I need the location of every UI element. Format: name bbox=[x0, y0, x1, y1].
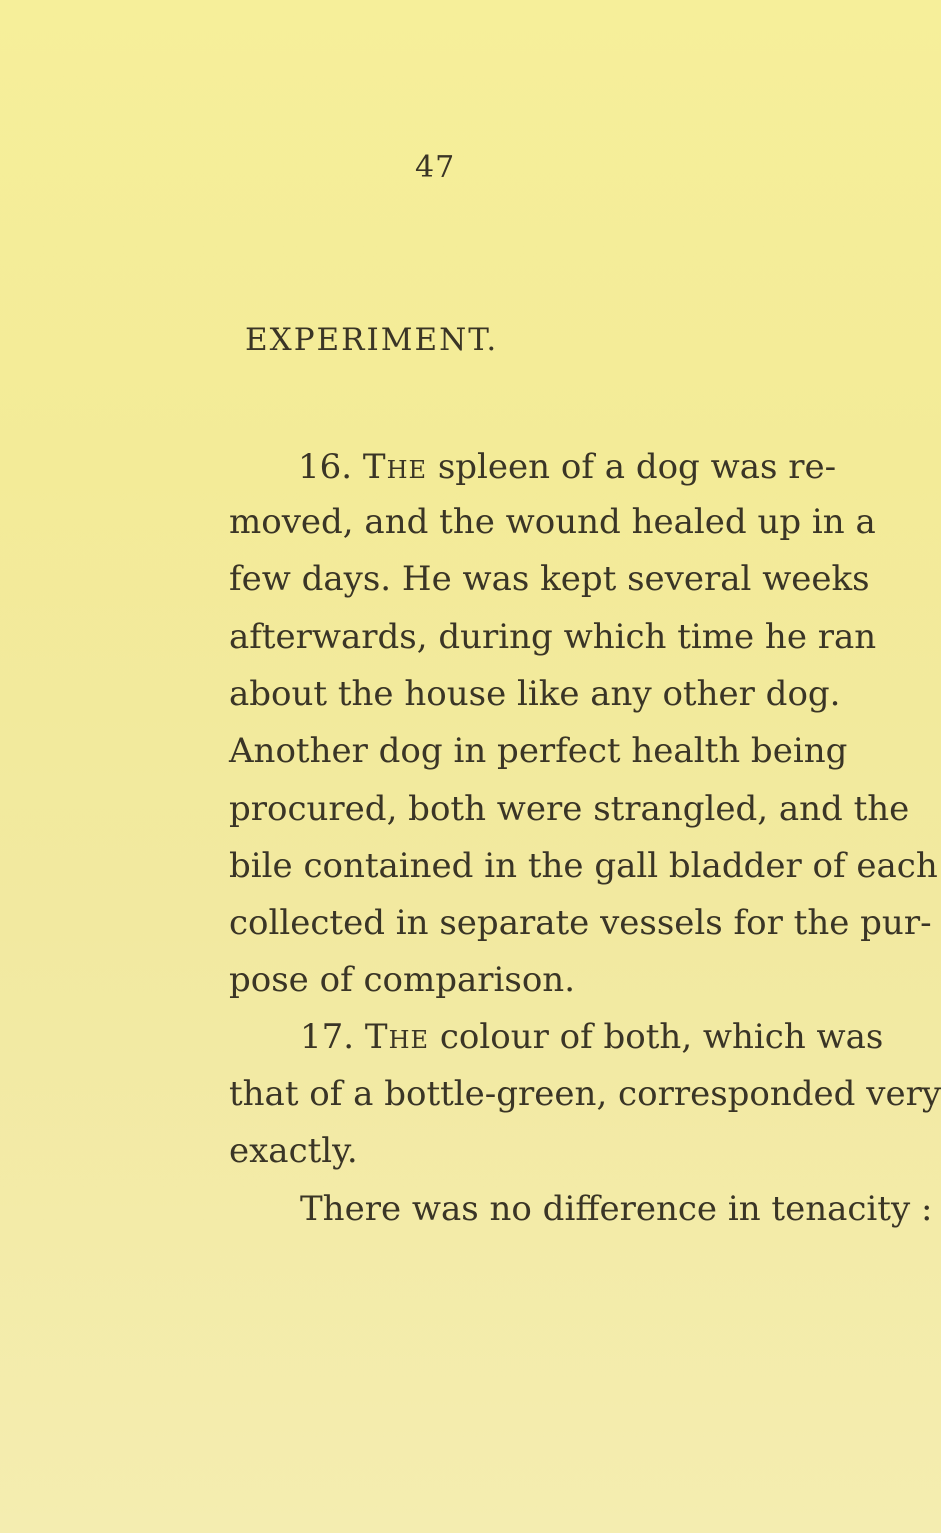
lead-word: The bbox=[362, 447, 428, 487]
paragraph-16-line-10: pose of comparison. bbox=[229, 960, 576, 1000]
paragraph-17-line-1 bbox=[300, 1017, 883, 1057]
lead-word: The bbox=[364, 1017, 430, 1057]
paragraph-16-line-5: about the house like any other dog. bbox=[229, 674, 841, 714]
paragraph-16-line-2: moved, and the wound healed up in a bbox=[229, 502, 876, 542]
line-text: spleen of a dog was re- bbox=[437, 447, 837, 487]
paragraph-17-line-2: that of a bottle-green, corresponded very bbox=[229, 1074, 941, 1114]
section-heading: EXPERIMENT. bbox=[245, 322, 499, 358]
paragraph-16-line-3: few days. He was kept several weeks bbox=[229, 559, 870, 599]
paragraph-16-line-4: afterwards, during which time he ran bbox=[229, 617, 877, 657]
line-text: colour of both, which was bbox=[439, 1017, 884, 1057]
paragraph-18-line-1: There was no difference in tenacity : bbox=[300, 1189, 933, 1229]
paragraph-number: 17. bbox=[300, 1017, 355, 1057]
page-number: 47 bbox=[415, 150, 456, 185]
paragraph-16-line-8: bile contained in the gall bladder of each bbox=[229, 846, 938, 886]
paragraph-number: 16. bbox=[298, 447, 353, 487]
paragraph-16-line-9: collected in separate vessels for the pur- bbox=[229, 903, 932, 943]
paragraph-16-line-7: procured, both were strangled, and the bbox=[229, 789, 910, 829]
paragraph-17-line-3: exactly. bbox=[229, 1131, 358, 1171]
paragraph-16-line-6: Another dog in perfect health being bbox=[229, 731, 848, 771]
paragraph-16-line-1 bbox=[298, 447, 836, 487]
